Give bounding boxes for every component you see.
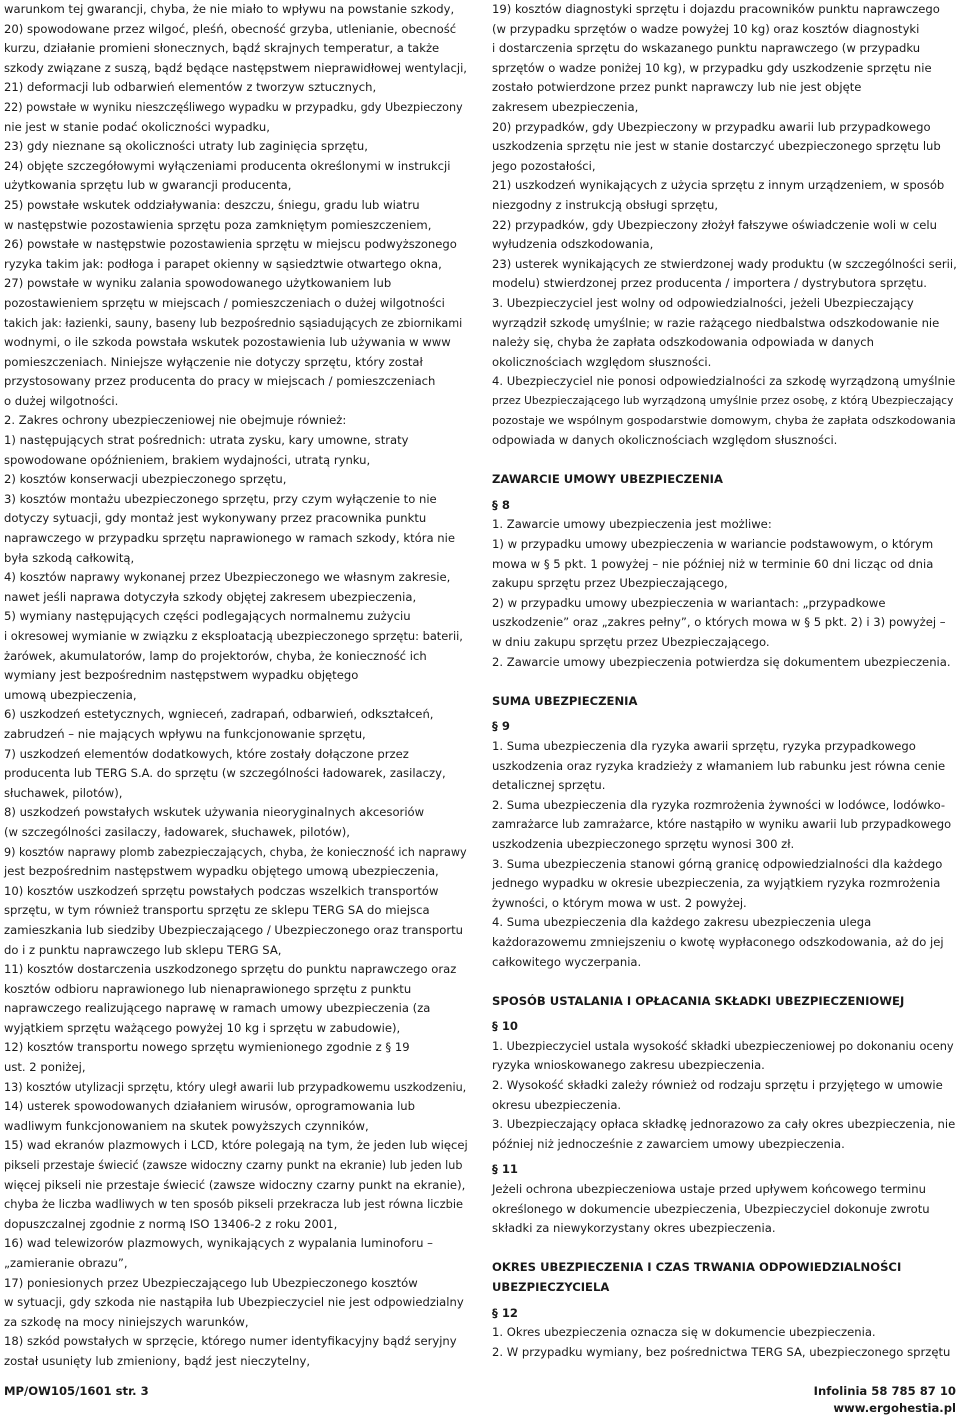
text-line: 10) kosztów uszkodzeń sprzętu powstałych podczas wszelkich transportów — [4, 883, 439, 898]
text-line: 2) kosztów konserwacji ubezpieczonego sprzętu, — [4, 472, 287, 487]
section-11: § 11 — [492, 1162, 518, 1177]
text-line: 1. Okres ubezpieczenia oznacza się w dokumencie ubezpieczenia. — [492, 1325, 876, 1340]
text-line: 6) uszkodzeń estetycznych, wgnieceń, zadrapań, odbarwień, odkształceń, — [4, 707, 434, 722]
text-line: 25) powstałe wskutek oddziaływania: deszczu, śniegu, gradu lub wiatru — [4, 197, 420, 212]
text-line: 7) uszkodzeń elementów dodatkowych, które zostały dołączone przez — [4, 746, 409, 761]
footer-contact — [814, 1383, 956, 1417]
text-line: 2. Wysokość składki zależy również od rodzaju sprzętu i przyjętego w umowie — [492, 1078, 943, 1093]
text-line: należy się, chyba że zapłata odszkodowania odpowiada w danych — [492, 335, 874, 350]
text-line: 8) uszkodzeń powstałych wskutek używania nieoryginalnych akcesoriów — [4, 805, 425, 820]
text-line: 16) wad telewizorów plazmowych, wynikających z wypalania luminoforu – — [4, 1236, 433, 1251]
text-line: 4) kosztów naprawy wykonanej przez Ubezpieczonego we własnym zakresie, — [4, 570, 451, 585]
text-line: jego pozostałości, — [492, 158, 596, 173]
text-line: 21) deformacji lub odbarwień elementów z tworzyw sztucznych, — [4, 80, 377, 95]
text-line: jest bezpośrednim następstwem wypadku objętego umową ubezpieczenia, — [4, 864, 439, 879]
text-line: więcej pikseli nie przestaje świecić (zawsze widoczny czarny punkt na ekranie), — [4, 1177, 466, 1192]
heading-okres-line2: UBEZPIECZYCIELA — [492, 1280, 610, 1294]
text-line: 20) przypadków, gdy Ubezpieczony w przypadku awarii lub przypadkowego — [492, 119, 931, 134]
text-line: 19) kosztów diagnostyki sprzętu i dojazdu pracowników punktu naprawczego — [492, 2, 940, 16]
text-line: 1) w przypadku umowy ubezpieczenia w wariancie podstawowym, o którym — [492, 537, 934, 552]
text-line: Jeżeli ochrona ubezpieczeniowa ustaje przed upływem końcowego terminu — [492, 1182, 926, 1197]
text-line: kurzu, działanie promieni słonecznych, bądź skrajnych temperatur, a także — [4, 41, 440, 56]
text-line: 13) kosztów utylizacji sprzętu, który uległ awarii lub przypadkowemu uszkodzeniu, — [4, 1080, 467, 1094]
text-line: niezgodny z instrukcją obsługi sprzętu, — [492, 197, 718, 212]
text-line: odpowiada w danych okolicznościach względom słuszności. — [492, 433, 838, 448]
text-line: 23) usterek wynikających ze stwierdzonej wady produktu (w szczególności serii, — [492, 256, 957, 271]
exclusions-continued — [492, 0, 958, 451]
left-column — [4, 0, 470, 1372]
text-line: 27) powstałe w wyniku zalania spowodowanego użytkowaniem lub — [4, 276, 392, 291]
text-line: wyłudzenia odszkodowania, — [492, 237, 654, 252]
text-line: pozostaje we wspólnym gospodarstwie domowym, chyba że zapłata odszkodowania — [492, 414, 956, 428]
text-line: 11) kosztów dostarczenia uszkodzonego sprzętu do punktu naprawczego oraz — [4, 962, 457, 977]
text-line: i dostarczenia sprzętu do wskazanego punktu naprawczego (w przypadku — [492, 41, 921, 56]
text-line: wadliwym funkcjonowaniem na skutek powyższych czynników, — [4, 1118, 369, 1133]
footer-hotline: Infolinia 58 785 87 10 — [813, 1384, 956, 1398]
text-line: 9) kosztów naprawy plomb zabezpieczających, chyba, że konieczność ich naprawy — [4, 845, 467, 859]
text-line: 18) szkód powstałych w sprzęcie, którego numer identyfikacyjny bądź seryjny — [4, 1334, 457, 1349]
text-line: uszkodzenie” oraz „zakres pełny”, o których mowa w § 5 pkt. 2) i 3) powyżej – — [492, 615, 946, 630]
text-line: wyjątkiem sprzętu ważącego powyżej 10 kg i sprzętu w zabudowie), — [4, 1020, 401, 1035]
text-line: warunkom tej gwarancji, chyba, że nie miało to wpływu na powstanie szkody, — [4, 2, 455, 16]
heading-skladka: SPOSÓB USTALANIA I OPŁACANIA SKŁADKI UBEZPIECZENIOWEJ — [492, 993, 905, 1008]
text-line: został usunięty lub zmieniony, bądź jest nieczytelny, — [4, 1353, 311, 1368]
text-line: umową ubezpieczenia, — [4, 687, 137, 702]
text-line: 4. Suma ubezpieczenia dla każdego zakresu ubezpieczenia ulega — [492, 915, 872, 930]
text-line: 3) kosztów montażu ubezpieczonego sprzętu, przy czym wyłączenie to nie — [4, 491, 437, 506]
section-9-text — [492, 737, 958, 972]
section-8: § 8 — [492, 497, 510, 512]
text-line: wyrządził szkodę umyślnie; w razie rażącego niedbalstwa odszkodowanie nie — [492, 315, 940, 330]
text-line: 3. Suma ubezpieczenia stanowi górną granicę odpowiedzialności dla każdego — [492, 856, 943, 871]
text-line: nie jest w stanie podać okoliczności wypadku, — [4, 119, 270, 134]
text-line: zostało potwierdzone przez punkt naprawczy lub nie jest objęte — [492, 80, 862, 95]
text-line: nawet jeśli naprawa dotyczyła szkody objętej zakresem ubezpieczenia, — [4, 589, 417, 604]
text-line: 2. W przypadku wymiany, bez pośrednictwa TERG SA, ubezpieczonego sprzętu — [492, 1344, 951, 1359]
text-line: składki za niewykorzystany okres ubezpieczenia. — [492, 1221, 776, 1236]
heading-okres-line1: OKRES UBEZPIECZENIA I CZAS TRWANIA ODPOWIEDZIALNOŚCI — [492, 1260, 902, 1275]
text-line: 2. Zakres ochrony ubezpieczeniowej nie obejmuje również: — [4, 413, 347, 428]
text-line: 5) wymiany następujących części podlegających normalnemu zużyciu — [4, 609, 411, 624]
text-line: i okresowej wymianie w związku z eksploatacją ubezpieczonego sprzętu: baterii, — [4, 629, 463, 643]
text-line: zabrudzeń – nie mających wpływu na funkcjonowanie sprzętu, — [4, 726, 366, 741]
text-line: zakresem ubezpieczenia, — [492, 99, 639, 114]
text-line: 2. Zawarcie umowy ubezpieczenia potwierdza się dokumentem ubezpieczenia. — [492, 654, 951, 669]
text-line: sprzętów o wadze poniżej 10 kg), w przypadku gdy uszkodzenie sprzętu nie — [492, 60, 932, 75]
text-line: okresu ubezpieczenia. — [492, 1097, 622, 1112]
section-11-text — [492, 1180, 958, 1239]
text-line: producenta lub TERG S.A. do sprzętu (w szczególności ładowarek, zasilaczy, — [4, 766, 446, 781]
text-line: „zamieranie obrazu”, — [4, 1256, 128, 1270]
text-line: spowodowane opóźnieniem, brakiem wydajności, utratą rynku, — [4, 452, 371, 467]
text-line: żywności, o którym mowa w ust. 2 powyżej. — [492, 895, 747, 910]
text-line: naprawczego realizującego naprawę w ramach umowy ubezpieczenia (za — [4, 1001, 431, 1016]
text-line: chyba że liczba wadliwych w ten sposób pikseli przekracza lub jest równa liczbie — [4, 1197, 464, 1212]
footer-document-code: MP/OW105/1601 str. 3 — [4, 1384, 149, 1398]
text-line: uszkodzenia ubezpieczonego sprzętu wynosi 300 zł. — [492, 836, 795, 851]
text-line: zamieszkania lub siedziby Ubezpieczającego / Ubezpieczonego oraz transportu — [4, 922, 464, 937]
text-line: naprawczego w przypadku sprzętu naprawionego w ramach szkody, która nie — [4, 531, 455, 546]
text-line: 24) objęte szczegółowymi wyłączeniami producenta określonymi w instrukcji — [4, 158, 451, 173]
text-line: 2) w przypadku umowy ubezpieczenia w wariantach: „przypadkowe — [492, 595, 886, 610]
text-line: szkody związane z suszą, bądź będące następstwem nieprawidłowej wentylacji, — [4, 60, 467, 75]
text-line: 1) następujących strat pośrednich: utrata zysku, kary umowne, straty — [4, 433, 409, 448]
text-line: w następstwie pozostawienia sprzętu poza zamkniętym pomieszczeniem, — [4, 217, 432, 232]
text-line: 20) spowodowane przez wilgoć, pleśń, obecność grzyba, utlenianie, obecność — [4, 21, 457, 36]
text-line: 17) poniesionych przez Ubezpieczającego lub Ubezpieczonego kosztów — [4, 1275, 418, 1290]
section-12-text — [492, 1323, 958, 1362]
section-12: § 12 — [492, 1305, 518, 1320]
text-line: później niż jednocześnie z zawarciem umowy ubezpieczenia. — [492, 1136, 845, 1151]
text-line: ryzyka wnioskowanego zakresu ubezpieczenia. — [492, 1058, 765, 1073]
text-line: modelu) stwierdzonej przez producenta / importera / dystrybutora sprzętu. — [492, 276, 927, 291]
section-10-text — [492, 1037, 958, 1155]
text-line: pikseli przestaje świecić (zawsze widoczny czarny punkt na ekranie) lub jeden lub — [4, 1159, 463, 1173]
text-line: 26) powstałe w następstwie pozostawienia sprzętu w miejscu podwyższonego — [4, 237, 457, 252]
text-line: do i z punktu naprawczego lub sklepu TERG SA, — [4, 942, 282, 957]
text-line: sprzętu, w tym również transportu sprzętu ze sklepu TERG SA do miejsca — [4, 903, 430, 918]
text-line: 22) powstałe w wyniku nieszczęśliwego wypadku w przypadku, gdy Ubezpieczony — [4, 100, 463, 114]
section-9: § 9 — [492, 719, 510, 734]
text-line: o dużej wilgotności. — [4, 393, 119, 408]
text-line: dotyczy sytuacji, gdy montaż jest wykonywany przez pracownika punktu — [4, 511, 427, 526]
text-line: w dniu zakupu sprzętu przez Ubezpieczającego. — [492, 635, 770, 649]
text-line: 14) usterek spowodowanych działaniem wirusów, oprogramowania lub — [4, 1099, 416, 1114]
footer-website-link[interactable]: www.ergohestia.pl — [833, 1401, 956, 1415]
text-line: detalicznej sprzętu. — [492, 778, 606, 793]
text-line: mowa w § 5 pkt. 1 powyżej – nie później niż w terminie 60 dni licząc od dnia — [492, 556, 934, 571]
text-line: 3. Ubezpieczający opłaca składkę jednorazowo za cały okres ubezpieczenia, nie — [492, 1117, 956, 1132]
text-line: zamrażarce lub zamrażarce, które nastąpiło w wyniku awarii lub przypadkowego — [492, 817, 952, 832]
text-line: dopuszczalnej zgodnie z normą ISO 13406-2 z roku 2001, — [4, 1216, 338, 1231]
text-line: wodnymi, o ile szkoda powstała wskutek pozostawienia lub używania w www — [4, 335, 451, 350]
heading-zawarcie: ZAWARCIE UMOWY UBEZPIECZENIA — [492, 472, 723, 487]
text-line: 23) gdy nieznane są okoliczności utraty lub zaginięcia sprzętu, — [4, 139, 368, 154]
section-10: § 10 — [492, 1019, 518, 1034]
text-line: 21) uszkodzeń wynikających z użycia sprzętu z innym urządzeniem, w sposób — [492, 178, 945, 193]
text-line: pomieszczeniach. Niniejsze wyłączenie nie dotyczy sprzętu, który został — [4, 354, 423, 369]
text-line: 1. Suma ubezpieczenia dla ryzyka awarii sprzętu, ryzyka przypadkowego — [492, 738, 916, 753]
text-line: uszkodzenia sprzętu nie jest w stanie dostarczyć ubezpieczonego sprzętu lub — [492, 139, 941, 154]
text-line: pozostawieniem sprzętu w miejscach / pomieszczeniach o dużej wilgotności — [4, 295, 445, 310]
text-line: 2. Suma ubezpieczenia dla ryzyka rozmrożenia żywności w lodówce, lodówko- — [492, 797, 946, 812]
text-line: żarówek, akumulatorów, lamp do projektorów, chyba, że konieczność ich — [4, 648, 427, 663]
section-8-text — [492, 515, 958, 672]
text-line: określonego w dokumencie ubezpieczenia, Ubezpieczyciel dokonuje zwrotu — [492, 1201, 930, 1216]
text-line: 15) wad ekranów plazmowych i LCD, które polegają na tym, że jeden lub więcej — [4, 1138, 468, 1153]
text-line: 1. Zawarcie umowy ubezpieczenia jest możliwe: — [492, 517, 772, 532]
text-line: wymiany jest bezpośrednim następstwem wypadku objętego — [4, 668, 359, 683]
text-line: słuchawek, pilotów), — [4, 785, 123, 800]
text-line: za szkodę na mocy niniejszych warunków, — [4, 1314, 249, 1329]
text-line: 4. Ubezpieczyciel nie ponosi odpowiedzialności za szkodę wyrządzoną umyślnie — [492, 374, 956, 389]
right-column — [492, 0, 958, 1362]
text-line: uszkodzenia oraz ryzyka kradzieży z włamaniem lub rabunku jest równa cenie — [492, 758, 946, 773]
text-line: takich jak: łazienki, sauny, baseny lub bezpośrednio sąsiadujących ze zbiornikami — [4, 316, 463, 330]
text-line: każdorazowemu zmniejszeniu o kwotę wypłaconego odszkodowania, aż do jej — [492, 934, 944, 949]
text-line: całkowitego wyczerpania. — [492, 954, 642, 969]
text-line: przez Ubezpieczającego lub wyrządzoną umyślnie przez osobę, z którą Ubezpieczający — [492, 394, 954, 407]
text-line: jednego wypadku w okresie ubezpieczenia, za wyjątkiem ryzyka rozmrożenia — [492, 876, 941, 891]
text-line: użytkowania sprzętu lub w gwarancji producenta, — [4, 178, 292, 193]
text-line: kosztów odbioru naprawionego lub nienaprawionego sprzętu z punktu — [4, 981, 412, 996]
text-line: 1. Ubezpieczyciel ustala wysokość składki ubezpieczeniowej po dokonaniu oceny — [492, 1038, 954, 1053]
text-line: ryzyka takim jak: podłoga i parapet okienny w sąsiedztwie otwartego okna, — [4, 256, 442, 271]
text-line: (w szczególności zasilaczy, ładowarek, słuchawek, pilotów), — [4, 824, 350, 839]
text-line: 3. Ubezpieczyciel jest wolny od odpowiedzialności, jeżeli Ubezpieczający — [492, 295, 914, 310]
heading-suma: SUMA UBEZPIECZENIA — [492, 693, 638, 708]
text-line: w sytuacji, gdy szkoda nie nastąpiła lub Ubezpieczyciel nie jest odpowiedzialny — [4, 1295, 464, 1310]
text-line: była szkodą całkowitą, — [4, 550, 135, 565]
text-line: przystosowany przez producenta do pracy w miejscach / pomieszczeniach — [4, 374, 436, 389]
text-line: okolicznościach względom słuszności. — [492, 354, 712, 369]
text-line: ust. 2 poniżej, — [4, 1060, 86, 1075]
text-line: 12) kosztów transportu nowego sprzętu wymienionego zgodnie z § 19 — [4, 1040, 410, 1055]
text-line: (w przypadku sprzętów o wadze powyżej 10 kg) oraz kosztów diagnostyki — [492, 21, 920, 36]
text-line: zakupu sprzętu przez Ubezpieczającego, — [492, 576, 728, 591]
text-line: 22) przypadków, gdy Ubezpieczony złożył fałszywe oświadczenie woli w celu — [492, 217, 937, 232]
